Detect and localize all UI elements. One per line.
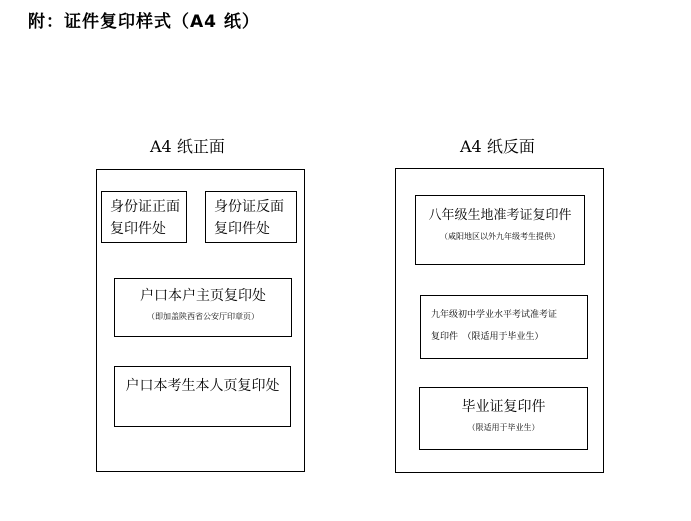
- exam-card-g9-line1: 九年级初中学业水平考试准考证: [431, 310, 558, 320]
- exam-card-g8-note: （咸阳地区以外九年级考生提供）: [440, 232, 560, 241]
- id-front-line1: 身份证正面: [110, 199, 180, 215]
- diploma-slot: [419, 387, 588, 450]
- exam-card-g9-line2: 复印件 （限适用于毕业生）: [431, 332, 544, 342]
- page-title: 附：证件复印样式（A4 纸）: [28, 12, 260, 32]
- back-sheet: [395, 168, 604, 473]
- exam-card-g9-slot: [420, 295, 588, 359]
- id-back-line1: 身份证反面: [214, 199, 284, 215]
- id-back-slot: [205, 191, 297, 243]
- household-self-label: 户口本考生本人页复印处: [125, 378, 280, 394]
- household-main-slot: [114, 278, 292, 337]
- id-front-slot: [101, 191, 187, 243]
- front-heading: A4 纸正面: [150, 137, 225, 156]
- exam-card-g8-label: 八年级生地准考证复印件: [428, 208, 572, 223]
- back-heading: A4 纸反面: [460, 137, 535, 156]
- household-main-note: （即加盖陕西省公安厅印章页）: [147, 312, 259, 321]
- diploma-label: 毕业证复印件: [461, 399, 546, 415]
- id-back-line2: 复印件处: [214, 221, 270, 237]
- household-self-slot: [114, 366, 291, 427]
- household-main-label: 户口本户主页复印处: [140, 288, 266, 304]
- front-sheet: [96, 169, 305, 472]
- exam-card-g8-slot: [415, 195, 585, 265]
- diploma-note: （限适用于毕业生）: [467, 423, 540, 432]
- id-front-line2: 复印件处: [110, 221, 166, 237]
